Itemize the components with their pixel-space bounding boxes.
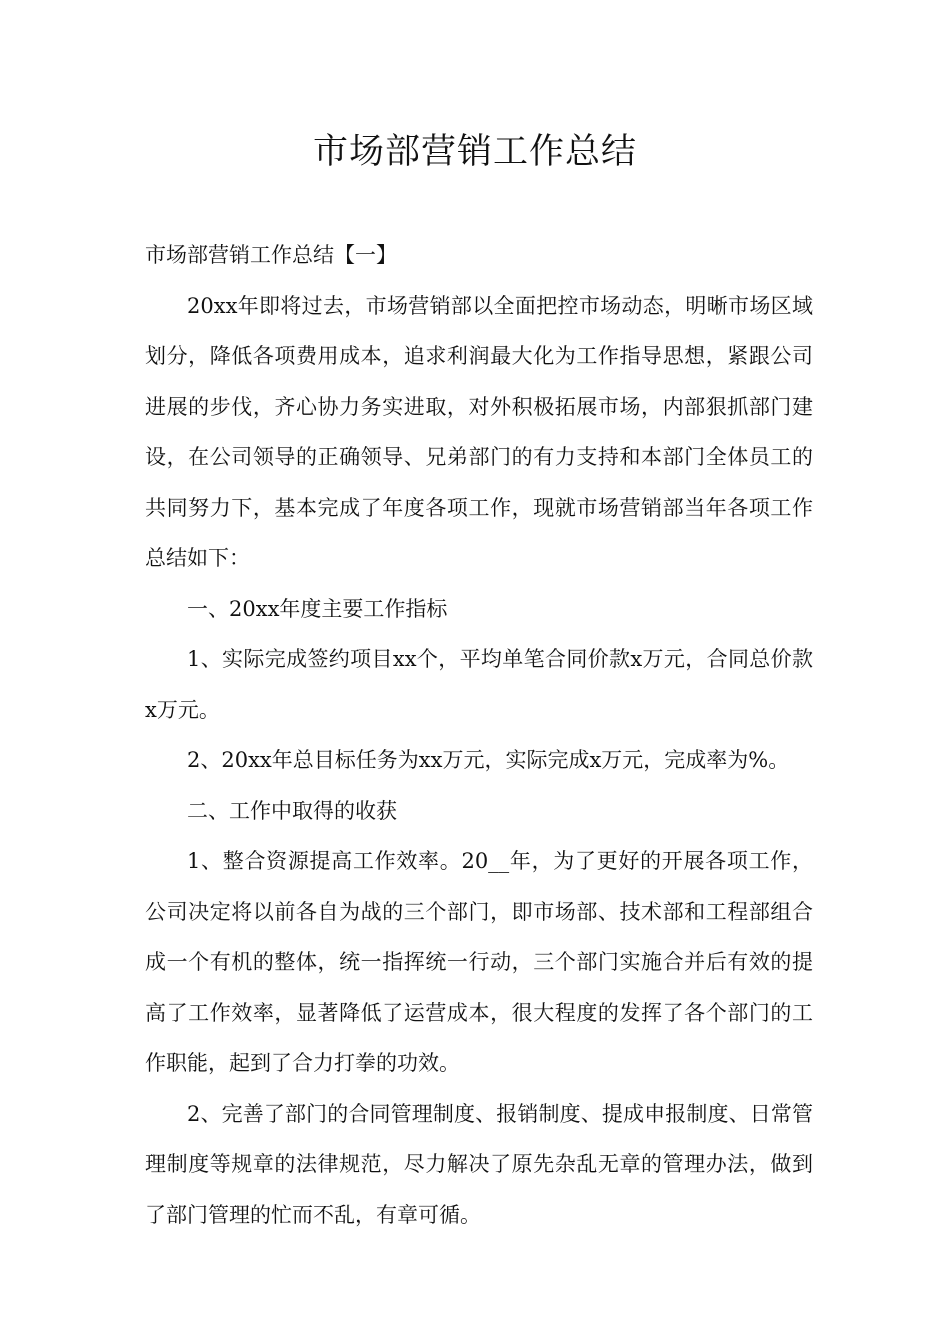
gain-item-1: 1、整合资源提高工作效率。20__年，为了更好的开展各项工作，公司决定将以前各自为战的三个部门，即市场部、技术部和工程部组合成一个有机的整体，统一指挥统一行动，三个部门实施合并后有效的提高了工作效率，显著降低了运营成本，很大程度的发挥了各个部门的工作职能，起到了合力打拳的功效。 [145, 849, 813, 1075]
section-heading-gains: 二、工作中取得的收获 [187, 798, 397, 823]
section-heading-indicators: 一、20xx年度主要工作指标 [187, 596, 448, 621]
indicator-item-1: 1、实际完成签约项目xx个，平均单笔合同价款x万元，合同总价款x万元。 [145, 647, 813, 722]
indicator-item-2: 2、20xx年总目标任务为xx万元，实际完成x万元，完成率为%。 [187, 748, 790, 772]
section-subtitle: 市场部营销工作总结【一】 [145, 243, 397, 267]
document-body [145, 230, 813, 1240]
intro-paragraph: 20xx年即将过去，市场营销部以全面把控市场动态，明晰市场区域划分，降低各项费用成本，追求利润最大化为工作指导思想，紧跟公司进展的步伐，齐心协力务实进取，对外积极拓展市场，内部狠抓部门建设，在公司领导的正确领导、兄弟部门的有力支持和本部门全体员工的共同努力下，基本完成了年度各项工作，现就市场营销部当年各项工作总结如下： [145, 293, 813, 570]
document-title: 市场部营销工作总结 [312, 132, 637, 172]
gain-item-2: 2、完善了部门的合同管理制度、报销制度、提成申报制度、日常管理制度等规章的法律规范，尽力解决了原先杂乱无章的管理办法，做到了部门管理的忙而不乱，有章可循。 [145, 1101, 813, 1227]
